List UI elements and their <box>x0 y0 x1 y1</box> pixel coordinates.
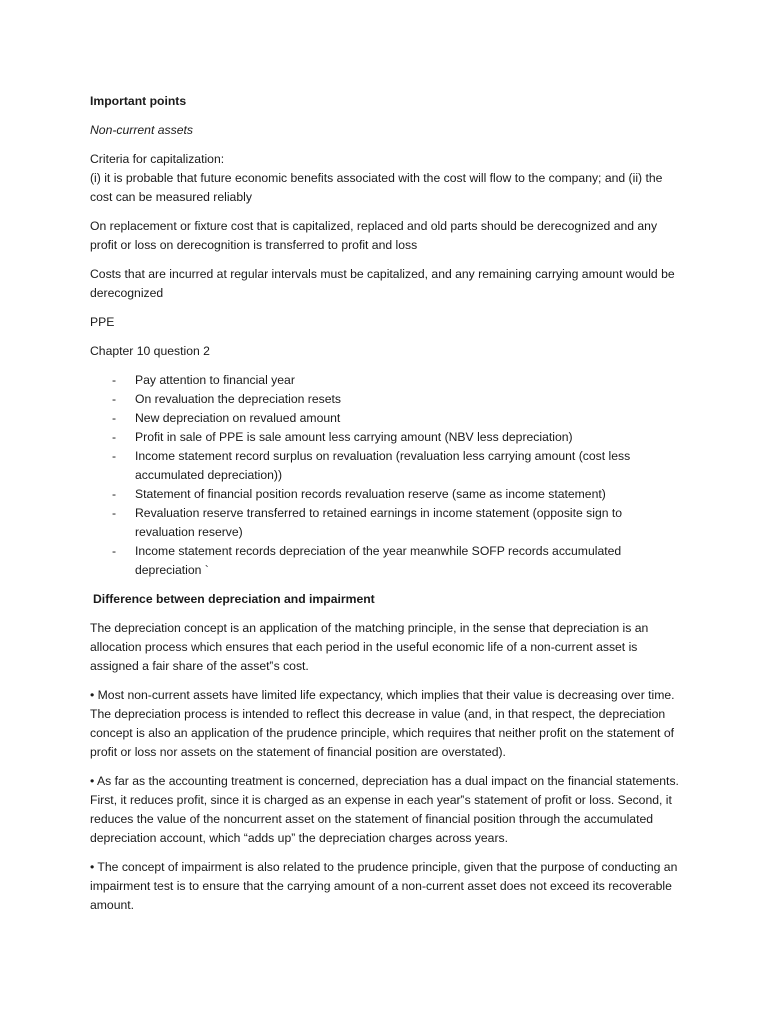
document-page <box>90 92 682 915</box>
criteria-text: (i) it is probable that future economic benefits associated with the cost will flow to the company; and (ii) the cost can be measured reliably <box>90 171 663 204</box>
dash-list-item <box>90 390 682 409</box>
dash-list <box>90 371 682 580</box>
dash-list-item <box>90 504 682 542</box>
criteria-heading: Criteria for capitalization: <box>90 152 225 166</box>
dash-list-item <box>90 371 682 390</box>
dash-marker: - <box>112 392 117 406</box>
dash-item-text: Profit in sale of PPE is sale amount less carrying amount (NBV less depreciation) <box>135 430 573 444</box>
dash-marker: - <box>112 544 117 558</box>
difference-heading: Difference between depreciation and impairment <box>93 592 375 606</box>
dash-marker: - <box>112 487 117 501</box>
dash-list-item <box>90 409 682 428</box>
bullet-paragraph-life-expectancy: • Most non-current assets have limited life expectancy, which implies that their value is decreasing over time. The depreciation process is intended to reflect this decrease in value (and, in that respect, the depreciation concept is also an application of the prudence principle, which requires that neither profit on the statement of profit or loss nor assets on the statement of financial position are overstated). <box>90 688 675 759</box>
chapter-label: Chapter 10 question 2 <box>90 344 210 358</box>
dash-marker: - <box>112 449 117 463</box>
document-title: Important points <box>90 94 187 108</box>
dash-list-item <box>90 447 682 485</box>
dash-item-text: Income statement records depreciation of the year meanwhile SOFP records accumulated depreciation ` <box>135 544 622 577</box>
bullet-paragraph-accounting-treatment: • As far as the accounting treatment is concerned, depreciation has a dual impact on the financial statements. First, it reduces profit, since it is charged as an expense in each year‟s statement of profit or loss. Second, it reduces the value of the noncurrent asset on the statement of financial position through the accumulated depreciation account, which “adds up” the depreciation charges across years. <box>90 774 679 845</box>
dash-list-item <box>90 542 682 580</box>
dash-marker: - <box>112 506 117 520</box>
document-subtitle: Non-current assets <box>90 123 193 137</box>
dash-list-item <box>90 428 682 447</box>
ppe-label: PPE <box>90 315 115 329</box>
dash-item-text: On revaluation the depreciation resets <box>135 392 341 406</box>
dash-item-text: New depreciation on revalued amount <box>135 411 341 425</box>
dash-item-text: Statement of financial position records revaluation reserve (same as income statement) <box>135 487 606 501</box>
dash-marker: - <box>112 373 117 387</box>
replacement-paragraph: On replacement or fixture cost that is capitalized, replaced and old parts should be derecognized and any profit or loss on derecognition is transferred to profit and loss <box>90 219 658 252</box>
dash-item-text: Pay attention to financial year <box>135 373 295 387</box>
regular-costs-paragraph: Costs that are incurred at regular intervals must be capitalized, and any remaining carrying amount would be derecognized <box>90 267 675 300</box>
dash-item-text: Income statement record surplus on revaluation (revaluation less carrying amount (cost less accumulated depreciation)) <box>135 449 631 482</box>
dash-item-text: Revaluation reserve transferred to retained earnings in income statement (opposite sign to revaluation reserve) <box>135 506 623 539</box>
bullet-paragraph-impairment: • The concept of impairment is also related to the prudence principle, given that the purpose of conducting an impairment test is to ensure that the carrying amount of a non-current asset does not exceed its recoverable amount. <box>90 860 678 912</box>
dash-list-item <box>90 485 682 504</box>
depreciation-concept-paragraph: The depreciation concept is an application of the matching principle, in the sense that depreciation is an allocation process which ensures that each period in the useful economic life of a non-current asset is assigned a fair share of the asset‟s cost. <box>90 621 649 673</box>
dash-marker: - <box>112 430 117 444</box>
dash-marker: - <box>112 411 117 425</box>
